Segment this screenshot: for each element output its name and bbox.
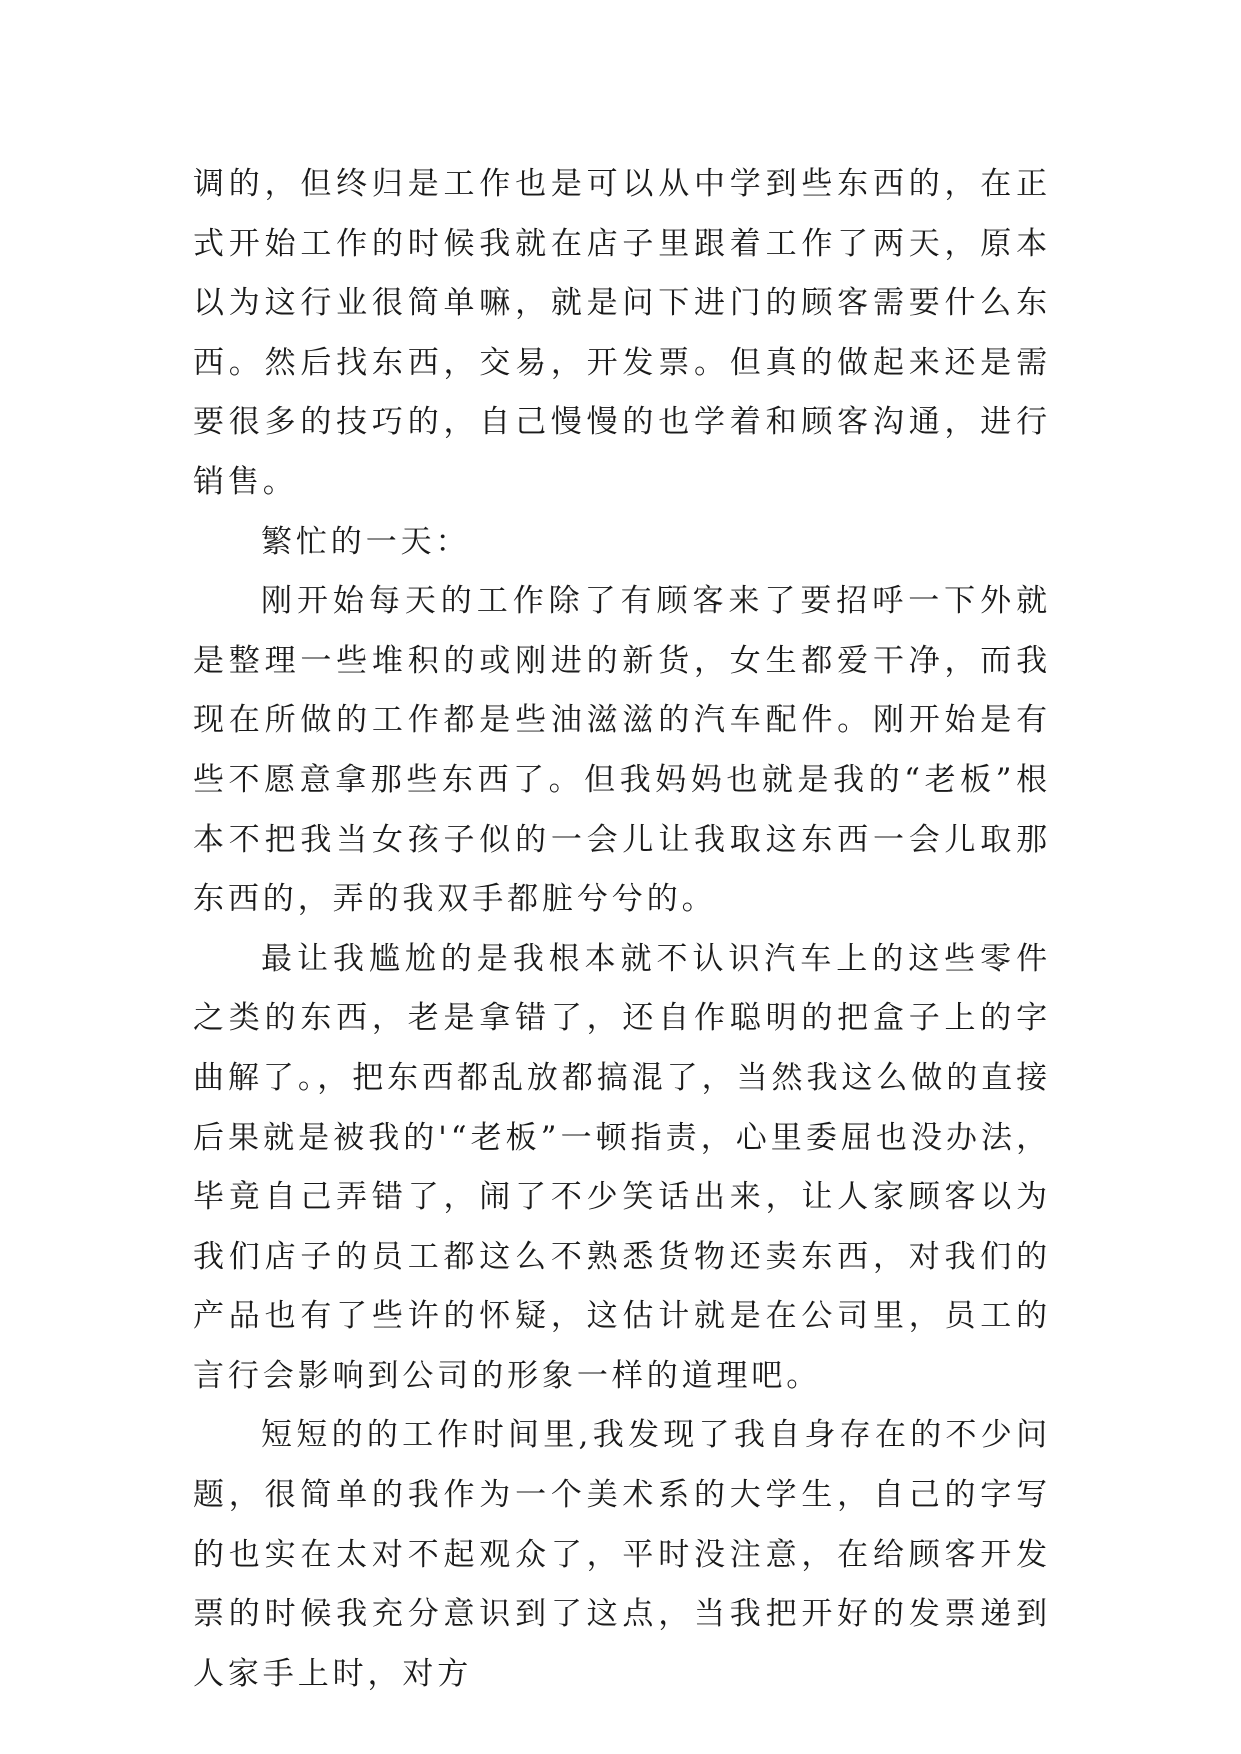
paragraph: 最让我尴尬的是我根本就不认识汽车上的这些零件之类的东西，老是拿错了，还自作聪明的把盒子上的字曲解了。，把东西都乱放都搞混了，当然我这么做的直接后果就是被我的'“老板”一顿指责，心里委屈也没办法，毕竟自己弄错了，闹了不少笑话出来，让人家顾客以为我们店子的员工都这么不熟悉货物还卖东西，对我们的产品也有了些许的怀疑，这估计就是在公司里，员工的言行会影响到公司的形象一样的道理吧。 xyxy=(193,940,1051,1394)
paragraph: 短短的的工作时间里,我发现了我自身存在的不少问题，很简单的我作为一个美术系的大学生，自己的字写的也实在太对不起观众了，平时没注意，在给顾客开发票的时候我充分意识到了这点，当我把开好的发票递到人家手上时，对方 xyxy=(193,1417,1051,1692)
body-text xyxy=(193,155,1051,1704)
paragraph-continued: 调的，但终归是工作也是可以从中学到些东西的，在正式开始工作的时候我就在店子里跟着工作了两天，原本以为这行业很简单嘛，就是问下进门的顾客需要什么东西。然后找东西，交易，开发票。但真的做起来还是需要很多的技巧的，自己慢慢的也学着和顾客沟通，进行销售。 xyxy=(193,166,1051,500)
section-heading: 繁忙的一天： xyxy=(261,523,471,560)
paragraph: 刚开始每天的工作除了有顾客来了要招呼一下外就是整理一些堆积的或刚进的新货，女生都爱干净，而我现在所做的工作都是些油滋滋的汽车配件。刚开始是有些不愿意拿那些东西了。但我妈妈也就是我的“老板”根本不把我当女孩子似的一会儿让我取这东西一会儿取那东西的，弄的我双手都脏兮兮的。 xyxy=(193,583,1051,918)
